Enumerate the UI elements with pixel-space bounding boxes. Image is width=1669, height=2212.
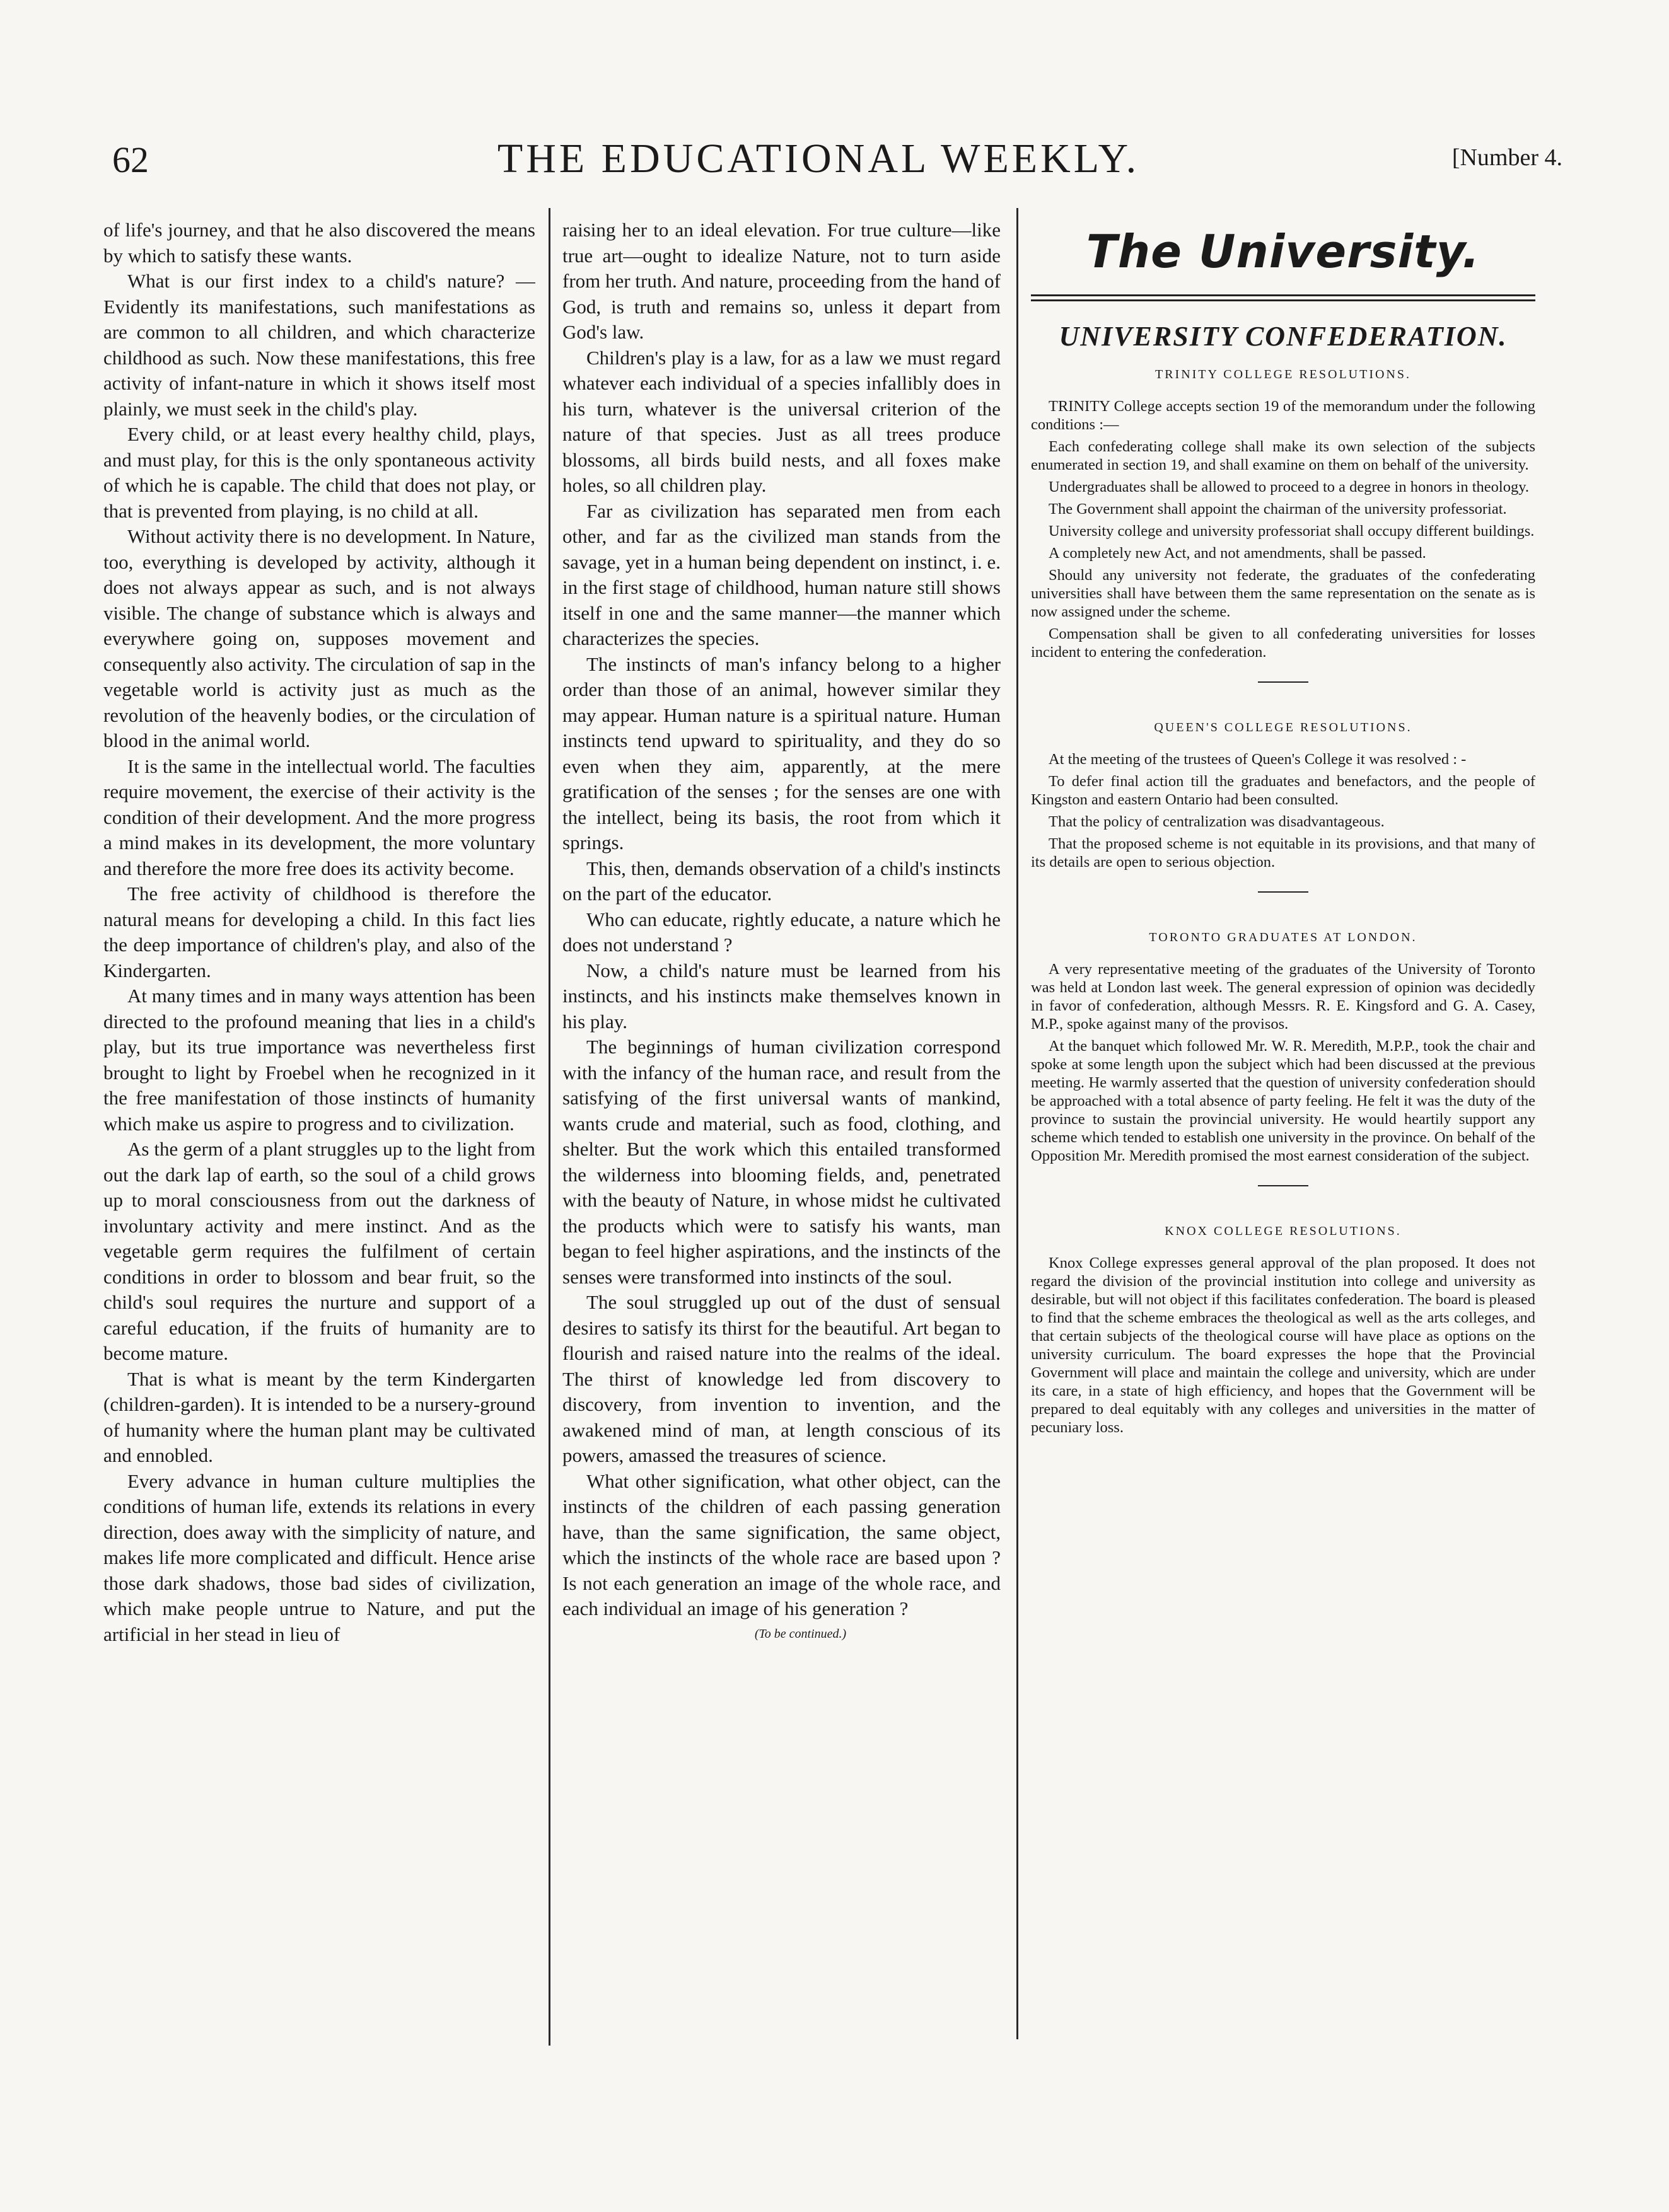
column-rule <box>549 208 550 2046</box>
resolution-paragraph: TRINITY College accepts section 19 of the memorandum under the following conditions :— <box>1031 398 1535 433</box>
column-3 <box>1031 217 1535 2048</box>
resolution-paragraph: Undergraduates shall be allowed to proceed to a degree in honors in theology. <box>1049 478 1529 495</box>
paragraph: The soul struggled up out of the dust of sensual desires to satisfy its thirst for the beautiful. Art began to flourish and raised nature into the realms of the ideal. The thirst of knowledge led from discovery to discovery, from invention to invention, and the awakened mind of man, at length conscious of its powers, amassed the treasures of science. <box>562 1291 1001 1466</box>
column-1 <box>103 217 535 2048</box>
section-divider <box>1258 891 1308 893</box>
paragraph: It is the same in the intellectual world. The faculties require movement, the exercise of their activity is the condition of their development. And the more progress a mind makes in its development, the more voluntary and therefore the more free does its activity become. <box>103 755 535 879</box>
section-divider <box>1258 681 1308 683</box>
paragraph: Without activity there is no development. In Nature, too, everything is developed by activity, although it does not always appear as such, and is not always visible. The change of substance which is always and everywhere going on, supposes movement and consequently also activity. The circulation of sap in the vegetable world is activity just as much as the revolution of the heavenly bodies, or the circulation of blood in the animal world. <box>103 525 535 751</box>
journal-title: THE EDUCATIONAL WEEKLY. <box>497 136 1140 182</box>
column-2 <box>562 217 1001 2048</box>
paragraph: What other signification, what other object, can the instincts of the children of each passing generation have, than the same signification, the same object, which the instincts of the whole race are based upon ? Is not each generation an image of the whole race, and each individual an image of his generation ? <box>562 1469 1001 1619</box>
section-divider <box>1258 1185 1308 1186</box>
paragraph: The beginnings of human civilization correspond with the infancy of the human race, and result from the satisfying of the first universal wants of mankind, wants crude and material, such as food, clothing, and shelter. But the work which this entailed transformed the wilderness into blooming fields, and, penetrated with the beauty of Nature, in whose midst he cultivated the products which were to satisfy his wants, man began to feel higher aspirations, and the instincts of the senses were transformed into instincts of the soul. <box>562 1036 1001 1288</box>
section-banner-title: The University. <box>1086 225 1480 278</box>
paragraph: This, then, demands observation of a child's instincts on the part of the educator. <box>562 857 1001 905</box>
resolution-paragraph: A very representative meeting of the graduates of the University of Toronto was held at London last week. The general expression of opinion was decidedly in favor of confederation, although Messrs. R. E. Kingsford and G. A. Casey, M.P., spoke against many of the provisos. <box>1031 961 1535 1033</box>
resolution-paragraph: Should any university not federate, the graduates of the confederating universities shall have between them the same representation on the senate as is now assigned under the scheme. <box>1031 567 1535 620</box>
resolution-paragraph: Each confederating college shall make its own selection of the subjects enumerated in section 19, and shall examine on them on behalf of the university. <box>1031 438 1535 473</box>
resolution-heading: KNOX COLLEGE RESOLUTIONS. <box>1165 1224 1402 1238</box>
paragraph: The instincts of man's infancy belong to a higher order than those of an animal, however similar they may appear. Human nature is a spiritual nature. Human instincts tend upward to spirituality, and they do so even when they aim, apparently, at the mere gratification of the senses ; for the senses are one with the intellect, being its basis, the root from which it springs. <box>562 652 1001 854</box>
resolution-heading: QUEEN'S COLLEGE RESOLUTIONS. <box>1154 721 1412 734</box>
resolution-paragraph: At the banquet which followed Mr. W. R. Meredith, M.P.P., took the chair and spoke at some length upon the subject which had been discussed at the previous meeting. He warmly asserted that the question of university confederation should be approached with a total absence of party feeling. He felt it was the duty of the province to sustain the provincial university. He would heartily support any scheme which tended to establish one university in the province. On behalf of the Opposition Mr. Meredith promised the most earnest consideration of the subject. <box>1031 1038 1535 1164</box>
paragraph: raising her to an ideal elevation. For true culture—like true art—ought to idealize Nature, not to turn aside from her truth. And nature, proceeding from the hand of God, is truth and remains so, unless it depart from God's law. <box>562 219 1001 343</box>
resolution-paragraph: Compensation shall be given to all confederating universities for losses incident to entering the confederation. <box>1031 625 1535 661</box>
paragraph: of life's journey, and that he also discovered the means by which to satisfy these wants. <box>103 219 535 267</box>
double-rule <box>1031 294 1535 301</box>
resolution-paragraph: That the proposed scheme is not equitable in its provisions, and that many of its details are open to serious objection. <box>1031 835 1535 871</box>
paragraph: Who can educate, rightly educate, a nature which he does not understand ? <box>562 908 1001 956</box>
paragraph: What is our first index to a child's nature? —Evidently its manifestations, such manifestations as are common to all children, and which characterize childhood as such. Now these manifestations, this free activity of infant-nature in which it shows itself most plainly, we must seek in the child's play. <box>103 270 535 420</box>
paragraph: Now, a child's nature must be learned from his instincts, and his instincts make themselves known in his play. <box>562 959 1001 1033</box>
paragraph: At many times and in many ways attention has been directed to the profound meaning that lies in a child's play, but its true importance was nevertheless first brought to light by Froebel when he recognized in it the free manifestation of those instincts of humanity which make us aspire to progress and to civilization. <box>103 985 535 1135</box>
paragraph: Far as civilization has separated men from each other, and far as the civilized man stands from the savage, yet in a human being dependent on instinct, i. e. in the first stage of childhood, human nature still shows itself in one and the same manner—the manner which characterizes the species. <box>562 499 1001 649</box>
resolution-paragraph: At the meeting of the trustees of Queen's College it was resolved : - <box>1049 751 1467 768</box>
resolution-paragraph: The Government shall appoint the chairman of the university professoriat. <box>1049 501 1507 518</box>
resolution-sections <box>1031 368 1535 1437</box>
page-header <box>106 132 1562 195</box>
paragraph: Every advance in human culture multiplies the conditions of human life, extends its relations in every direction, does away with the simplicity of nature, and makes life more complicated and difficult. Hence arise those dark shadows, those bad sides of civilization, which make people untrue to Nature, and put the artificial in her stead in lieu of <box>103 1469 535 1645</box>
to-be-continued: (To be continued.) <box>754 1626 847 1641</box>
resolution-paragraph: To defer final action till the graduates and benefactors, and the people of Kingston and eastern Ontario had been consulted. <box>1031 773 1535 808</box>
resolution-paragraph: A completely new Act, and not amendments, shall be passed. <box>1049 545 1426 562</box>
resolution-heading: TORONTO GRADUATES AT LONDON. <box>1149 930 1417 944</box>
paragraph: Children's play is a law, for as a law we must regard whatever each individual of a species infallibly does in his turn, whatever is the universal criterion of the nature of that species. Just as all trees produce blossoms, all birds build nests, and all foxes make holes, so all children play. <box>562 346 1001 496</box>
page-number: 62 <box>112 139 149 180</box>
resolution-paragraph: That the policy of centralization was disadvantageous. <box>1049 813 1385 830</box>
resolution-paragraph: University college and university professoriat shall occupy different buildings. <box>1049 523 1535 540</box>
column-2-paragraphs <box>562 217 1001 1622</box>
paragraph: That is what is meant by the term Kindergarten (children-garden). It is intended to be a nursery-ground of humanity where the human plant may be cultivated and ennobled. <box>103 1367 535 1466</box>
article-title: UNIVERSITY CONFEDERATION. <box>1059 321 1508 352</box>
paragraph: As the germ of a plant struggles up to the light from out the dark lap of earth, so the soul of a child grows up to moral consciousness from out the darkness of involuntary activity and mere instinct. And as the vegetable germ requires the fulfilment of certain conditions in order to blossom and bear fruit, so the child's soul requires the nurture and support of a careful education, if the fruits of humanity are to become mature. <box>103 1138 535 1364</box>
resolution-paragraph: Knox College expresses general approval of the plan proposed. It does not regard the division of the provincial institution into college and university as desirable, but will not object if this facilitates confederation. The board is pleased to find that the scheme embraces the theological as well as the arts colleges, and that certain subjects of the theological course will have place as options on the university curriculum. The board expresses the hope that the Provincial Government will place and maintain the college and university, which are under its care, in a state of high efficiency, and hopes that the Government will be prepared to deal equitably with any colleges and universities in the matter of pecuniary loss. <box>1031 1254 1535 1436</box>
issue-number: [Number 4. <box>1451 144 1562 171</box>
paragraph: Every child, or at least every healthy child, plays, and must play, for this is the only spontaneous activity of which he is capable. The child that does not play, or that is prevented from playing, is no child at all. <box>103 423 535 522</box>
resolution-heading: TRINITY COLLEGE RESOLUTIONS. <box>1154 368 1411 381</box>
paragraph: The free activity of childhood is therefore the natural means for developing a child. In this fact lies the deep importance of children's play, and also of the Kindergarten. <box>103 883 535 982</box>
column-rule <box>1016 208 1018 2039</box>
